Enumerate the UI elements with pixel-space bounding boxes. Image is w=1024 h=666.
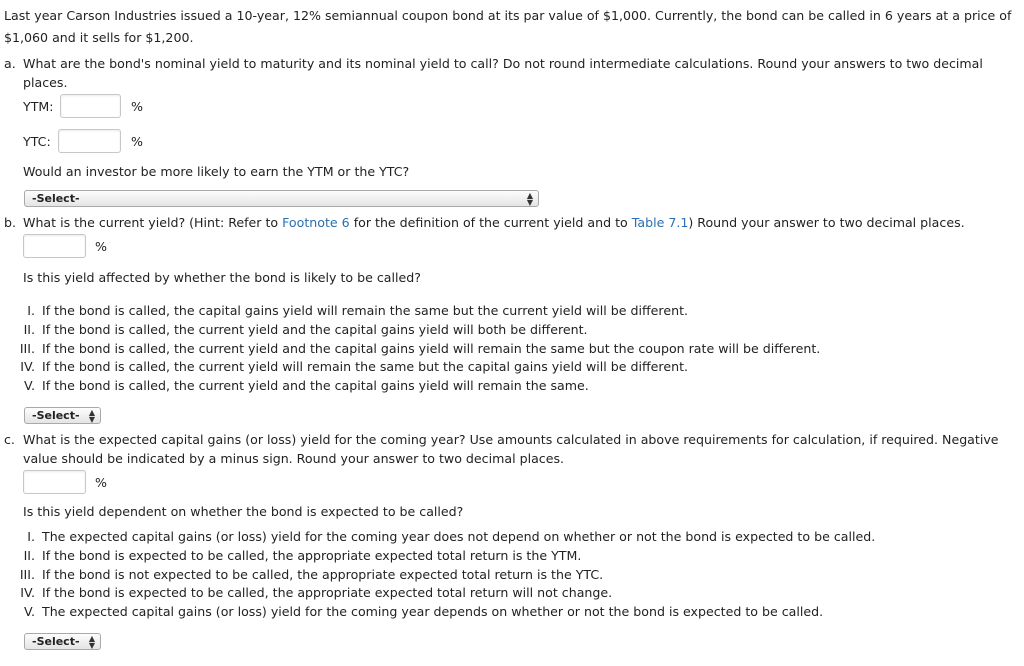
part-b-option-4-numeral: IV. xyxy=(20,359,35,374)
ytm-input[interactable] xyxy=(60,94,121,118)
ytm-percent: % xyxy=(131,99,143,114)
part-b-letter: b. xyxy=(4,215,16,230)
part-c-option-1-text: The expected capital gains (or loss) yield for the coming year does not depend on whether or not the bond is expected to be called. xyxy=(42,529,876,544)
intro-line-2: $1,060 and it sells for $1,200. xyxy=(4,30,194,45)
part-a-followup: Would an investor be more likely to earn the YTM or the YTC? xyxy=(23,164,410,179)
part-b-option-2-text: If the bond is called, the current yield and the capital gains yield will both be different. xyxy=(42,322,588,337)
part-c-option-5-numeral: V. xyxy=(24,604,35,619)
ytm-ytc-select-value: -Select- xyxy=(32,192,80,205)
ytm-ytc-select[interactable] xyxy=(24,190,539,207)
part-a-letter: a. xyxy=(4,56,16,71)
part-c-letter: c. xyxy=(4,432,15,447)
current-yield-input[interactable] xyxy=(23,234,86,258)
part-a-question-line-2: places. xyxy=(23,75,68,90)
part-b-option-5-numeral: V. xyxy=(24,378,35,393)
part-c-followup: Is this yield dependent on whether the bond is expected to be called? xyxy=(23,504,464,519)
part-b-option-2-numeral: II. xyxy=(23,322,35,337)
part-b-select-value: -Select- xyxy=(32,409,80,422)
capital-gains-yield-input[interactable] xyxy=(23,470,86,494)
part-c-question-line-2: value should be indicated by a minus sign. Round your answer to two decimal places. xyxy=(23,451,565,466)
part-b-option-1-text: If the bond is called, the capital gains yield will remain the same but the current yield will be different. xyxy=(42,303,689,318)
footnote-6-link[interactable]: Footnote 6 xyxy=(282,215,350,230)
ytc-label: YTC: xyxy=(23,134,51,149)
part-c-select[interactable] xyxy=(24,633,101,650)
part-b-option-3-text: If the bond is called, the current yield and the capital gains yield will remain the same but the coupon rate will be different. xyxy=(42,341,821,356)
part-b-question xyxy=(23,215,965,230)
capital-gains-yield-percent: % xyxy=(95,475,107,490)
part-c-option-2-text: If the bond is expected to be called, the appropriate expected total return is the YTM. xyxy=(42,548,582,563)
part-b-question-mid: for the definition of the current yield and to xyxy=(349,215,632,230)
intro-line-1: Last year Carson Industries issued a 10-year, 12% semiannual coupon bond at its par value of $1,000. Currently, the bond can be called in 6 years at a price of xyxy=(4,8,1012,23)
part-b-followup: Is this yield affected by whether the bond is likely to be called? xyxy=(23,270,421,285)
part-c-option-4-text: If the bond is expected to be called, the appropriate expected total return will not change. xyxy=(42,585,613,600)
part-a-question-line-1: What are the bond's nominal yield to maturity and its nominal yield to call? Do not round intermediate calculations. Round your answers to two decimal xyxy=(23,56,983,71)
current-yield-percent: % xyxy=(95,239,107,254)
part-b-select[interactable] xyxy=(24,407,101,424)
part-b-option-3-numeral: III. xyxy=(19,341,35,356)
part-b-option-5-text: If the bond is called, the current yield and the capital gains yield will remain the same. xyxy=(42,378,589,393)
part-b-option-1-numeral: I. xyxy=(27,303,35,318)
part-b-option-4-text: If the bond is called, the current yield will remain the same but the capital gains yield will be different. xyxy=(42,359,689,374)
part-c-option-2-numeral: II. xyxy=(23,548,35,563)
part-b-question-post: ) Round your answer to two decimal places. xyxy=(688,215,965,230)
part-c-option-4-numeral: IV. xyxy=(20,585,35,600)
select-arrows-icon: ▲ ▼ xyxy=(88,633,95,650)
part-c-select-value: -Select- xyxy=(32,635,80,648)
part-c-option-5-text: The expected capital gains (or loss) yield for the coming year depends on whether or not the bond is expected to be called. xyxy=(42,604,824,619)
part-c-option-1-numeral: I. xyxy=(27,529,35,544)
part-c-option-3-numeral: III. xyxy=(19,567,35,582)
ytc-input[interactable] xyxy=(58,129,121,153)
ytm-label: YTM: xyxy=(23,99,54,114)
table-7-1-link[interactable]: Table 7.1 xyxy=(631,215,689,230)
part-c-option-3-text: If the bond is not expected to be called, the appropriate expected total return is the YTC. xyxy=(42,567,604,582)
ytc-percent: % xyxy=(131,134,143,149)
select-arrows-icon: ▲ ▼ xyxy=(88,407,95,424)
part-c-question-line-1: What is the expected capital gains (or loss) yield for the coming year? Use amounts calculated in above requirements for calculation, if required. Negative xyxy=(23,432,999,447)
part-b-question-pre: What is the current yield? (Hint: Refer to xyxy=(23,215,283,230)
select-arrows-icon: ▲ ▼ xyxy=(526,190,533,207)
